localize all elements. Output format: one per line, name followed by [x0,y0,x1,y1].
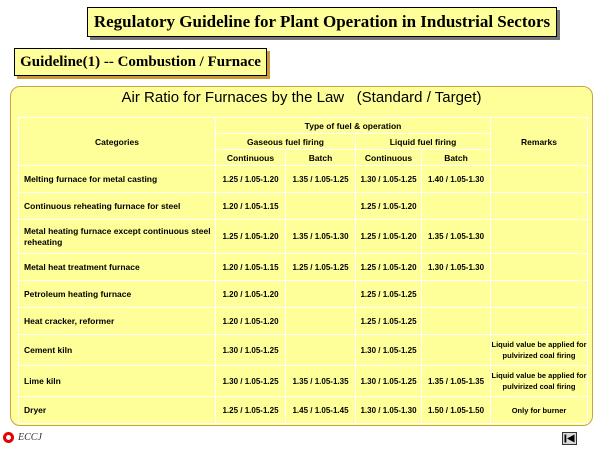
remarks-value: Liquid value be applied for pulvirized coal firing [491,335,588,366]
header-fuel-type: Type of fuel & operation [216,118,491,134]
liquid-continuous-value: 1.25 / 1.05-1.25 [356,281,422,308]
eccj-logo [3,432,42,443]
liquid-batch-value: 1.50 / 1.05-1.50 [422,397,491,424]
logo-text: ECCJ [18,432,42,443]
gas-continuous-value: 1.25 / 1.05-1.20 [216,166,286,193]
liquid-batch-value [422,193,491,220]
table-row [19,335,588,366]
header-gas-continuous: Continuous [216,150,286,166]
header-gas-batch: Batch [286,150,356,166]
row-category: Cement kiln [19,335,216,366]
row-category: Petroleum heating furnace [19,281,216,308]
remarks-value [491,281,588,308]
liquid-batch-value: 1.40 / 1.05-1.30 [422,166,491,193]
gas-batch-value: 1.45 / 1.05-1.45 [286,397,356,424]
first-page-button[interactable] [562,432,577,445]
row-category: Heat cracker, reformer [19,308,216,335]
content-panel [10,86,593,426]
header-remarks: Remarks [491,118,588,166]
gas-batch-value: 1.35 / 1.05-1.25 [286,166,356,193]
liquid-continuous-value: 1.25 / 1.05-1.20 [356,254,422,281]
table-wrapper [18,117,588,424]
gas-continuous-value: 1.20 / 1.05-1.20 [216,281,286,308]
table-row [19,220,588,254]
table-row [19,366,588,397]
section-subtitle: Guideline(1) -- Combustion / Furnace [14,48,267,76]
liquid-batch-value [422,308,491,335]
header-gaseous: Gaseous fuel firing [216,134,356,150]
liquid-batch-value: 1.35 / 1.05-1.35 [422,366,491,397]
table-row [19,397,588,424]
gas-continuous-value: 1.20 / 1.05-1.15 [216,254,286,281]
gas-continuous-value: 1.30 / 1.05-1.25 [216,335,286,366]
first-page-icon [564,434,575,443]
liquid-continuous-value: 1.30 / 1.05-1.25 [356,166,422,193]
header-liquid-batch: Batch [422,150,491,166]
remarks-value [491,254,588,281]
header-liquid: Liquid fuel firing [356,134,491,150]
liquid-continuous-value: 1.25 / 1.05-1.20 [356,193,422,220]
panel-title: Air Ratio for Furnaces by the Law (Standard / Target) [121,89,482,106]
remarks-value [491,220,588,254]
remarks-value [491,166,588,193]
table-row [19,281,588,308]
liquid-continuous-value: 1.30 / 1.05-1.25 [356,366,422,397]
table-row [19,308,588,335]
liquid-continuous-value: 1.25 / 1.05-1.20 [356,220,422,254]
gas-continuous-value: 1.25 / 1.05-1.25 [216,397,286,424]
liquid-continuous-value: 1.25 / 1.05-1.25 [356,308,422,335]
remarks-value: Only for burner [491,397,588,424]
row-category: Metal heating furnace except continuous steel reheating [19,220,216,254]
remarks-value [491,308,588,335]
remarks-value [491,193,588,220]
gas-batch-value: 1.25 / 1.05-1.25 [286,254,356,281]
table-row [19,254,588,281]
row-category: Metal heat treatment furnace [19,254,216,281]
gas-continuous-value: 1.30 / 1.05-1.25 [216,366,286,397]
page-title: Regulatory Guideline for Plant Operation in Industrial Sectors [87,7,557,37]
remarks-value: Liquid value be applied for pulvirized coal firing [491,366,588,397]
liquid-continuous-value: 1.30 / 1.05-1.30 [356,397,422,424]
gas-batch-value [286,308,356,335]
gas-batch-value: 1.35 / 1.05-1.30 [286,220,356,254]
header-categories: Categories [19,118,216,166]
row-category: Continuous reheating furnace for steel [19,193,216,220]
row-category: Lime kiln [19,366,216,397]
row-category: Dryer [19,397,216,424]
row-category: Melting furnace for metal casting [19,166,216,193]
header-liquid-continuous: Continuous [356,150,422,166]
liquid-batch-value: 1.35 / 1.05-1.30 [422,220,491,254]
gas-continuous-value: 1.25 / 1.05-1.20 [216,220,286,254]
liquid-batch-value [422,335,491,366]
table-row [19,166,588,193]
liquid-batch-value: 1.30 / 1.05-1.30 [422,254,491,281]
gas-batch-value [286,335,356,366]
liquid-continuous-value: 1.30 / 1.05-1.25 [356,335,422,366]
gas-batch-value [286,281,356,308]
gas-continuous-value: 1.20 / 1.05-1.20 [216,308,286,335]
eccj-logo-icon [3,432,14,443]
table-row [19,193,588,220]
liquid-batch-value [422,281,491,308]
gas-continuous-value: 1.20 / 1.05-1.15 [216,193,286,220]
air-ratio-table [18,117,588,424]
gas-batch-value: 1.35 / 1.05-1.35 [286,366,356,397]
gas-batch-value [286,193,356,220]
